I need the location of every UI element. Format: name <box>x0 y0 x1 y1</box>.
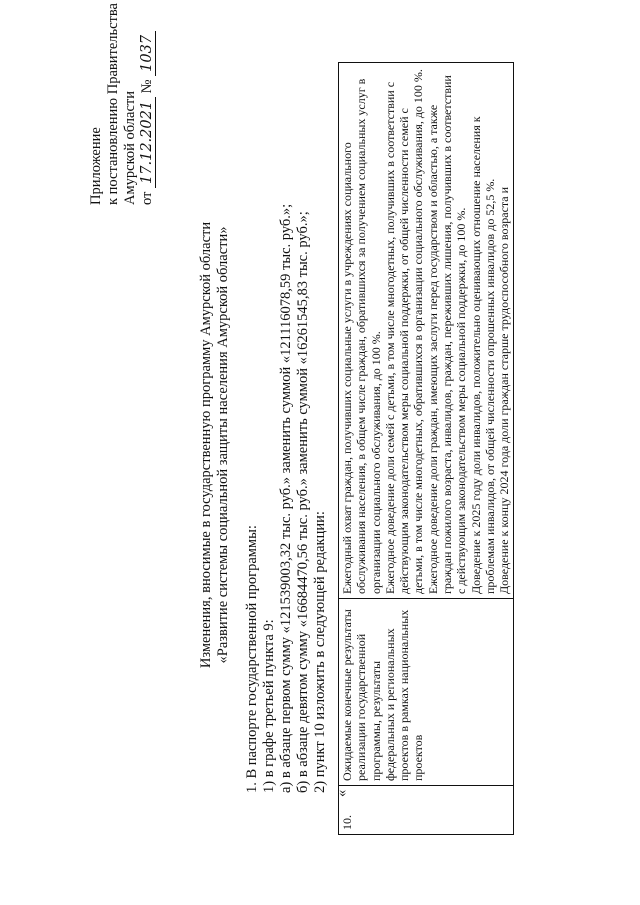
header-line-2: к постановлению Правительства <box>105 3 121 205</box>
amendment-item-4: б) в абзаце девятом сумму «16684470,56 тыс. руб.» заменить суммой «16261545,83 тыс. руб.»; <box>295 211 311 793</box>
header-date-line <box>139 5 156 205</box>
passport-table <box>338 62 514 835</box>
content-paragraph: Ежегодное доведение доли граждан, имеющих заслуги перед государством и областью, а также граждан пожилого возраста, инвалидов, граждан, переживших лишения, получивших в соответствии с действующим законодательством меры социальной поддержки, до 100 %. <box>425 75 469 594</box>
amendment-items <box>244 203 329 793</box>
amendment-item-3: а) в абзаце первом сумму «121539003,32 тыс. руб.» заменить суммой «121116078,59 тыс. руб.»; <box>278 203 294 793</box>
content-paragraph: Ежегодное доведение доли семей с детьми, в том числе многодетных, получивших в соответствии с действующим законодательством меры социальной поддержки, от общей численности семей с детьми, в том числе многодетных, обратившихся в организации социального обслуживания, до 100 %. <box>382 69 426 594</box>
row-number: 10. <box>339 786 514 835</box>
number-prefix: № <box>139 79 155 94</box>
appendix-header <box>88 5 156 205</box>
content-paragraph: Ежегодный охват граждан, получивших социальные услуги в учреждениях социального обслуживания населения, в общем числе граждан, обратившихся за получением социальных услуг в организации социального обслуживания, до 100 %. <box>340 78 383 594</box>
title-line-2: «Развитие системы социальной защиты населения Амурской области» <box>215 226 231 664</box>
table-row <box>339 63 514 835</box>
content-paragraph: Доведение к 2025 году доли инвалидов, положительно оценивающих отношение населения к проблемам инвалидов, от общей численности опрошенных инвалидов до 52,5 %. <box>468 116 497 594</box>
handwritten-number: 1037 <box>139 31 156 76</box>
row-label: Ожидаемые конечные результаты реализации государственной программы, результаты федеральных и региональных проектов в рамках национальных проектов <box>339 599 514 786</box>
row-content <box>339 63 514 599</box>
opening-quote: « <box>334 789 350 797</box>
header-line-1: Приложение <box>88 127 104 205</box>
title-line-1: Изменения, вносимые в государственную программу Амурской области <box>198 221 214 669</box>
date-prefix: от <box>139 191 155 205</box>
amendment-item-1: 1. В паспорте государственной программы: <box>244 525 260 793</box>
amendment-item-2: 1) в графе третьей пункта 9: <box>261 619 277 793</box>
header-line-3: Амурской области <box>122 91 138 205</box>
amendment-item-5: 2) пункт 10 изложить в следующей редакции: <box>312 511 328 793</box>
content-paragraph: Доведение к концу 2024 года доли граждан старше трудоспособного возраста и <box>497 186 512 594</box>
document-title <box>198 165 232 725</box>
handwritten-date: 17.12.2021 <box>139 97 156 188</box>
